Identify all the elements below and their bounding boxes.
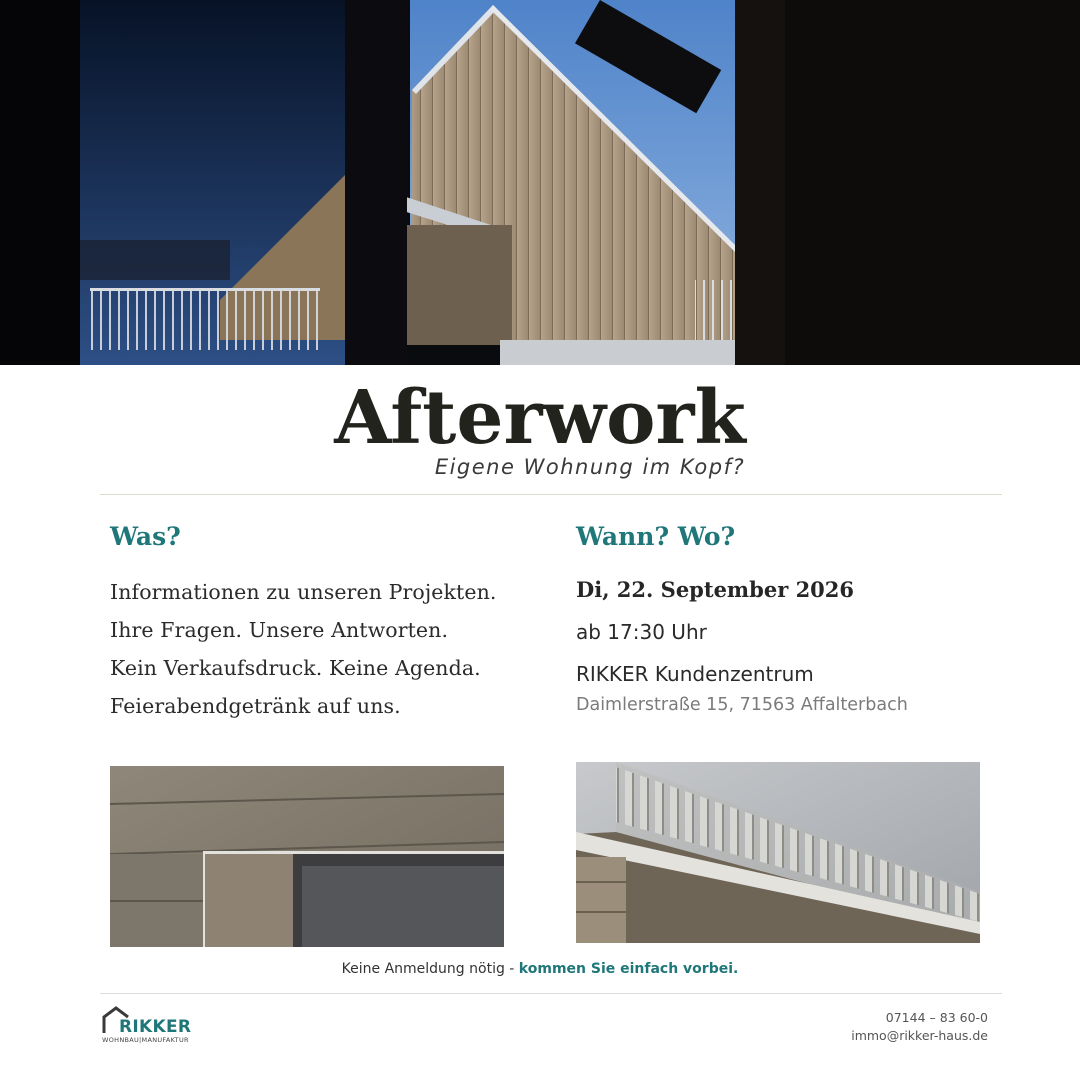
- facade-photo: [110, 766, 504, 947]
- what-heading: Was?: [110, 522, 181, 551]
- balcony-photo: [576, 762, 980, 943]
- logo-tagline: WOHNBAU|MANUFAKTUR: [102, 1036, 189, 1044]
- event-time: ab 17:30 Uhr: [576, 620, 707, 644]
- contact-email[interactable]: immo@rikker-haus.de: [851, 1028, 988, 1043]
- divider-top: [100, 494, 1002, 495]
- note-prefix: Keine Anmeldung nötig -: [341, 961, 519, 977]
- what-list: [110, 576, 497, 728]
- divider-bottom: [100, 993, 1002, 994]
- event-address: Daimlerstraße 15, 71563 Affalterbach: [576, 695, 908, 715]
- hero-photo: [0, 0, 1080, 365]
- what-item: Kein Verkaufsdruck. Keine Agenda.: [110, 656, 481, 680]
- when-where-heading: Wann? Wo?: [576, 522, 736, 551]
- registration-note: [0, 961, 1080, 977]
- company-logo: [102, 1006, 222, 1046]
- contact-block: [851, 1009, 988, 1045]
- page-title: Afterwork: [334, 375, 746, 461]
- note-highlight: kommen Sie einfach vorbei.: [518, 961, 739, 977]
- page-subtitle: Eigene Wohnung im Kopf?: [434, 455, 746, 479]
- event-date: Di, 22. September 2026: [576, 577, 855, 602]
- logo-wordmark: RIKKER: [119, 1017, 192, 1037]
- event-place: RIKKER Kundenzentrum: [576, 662, 814, 686]
- what-item: Feierabendgetränk auf uns.: [110, 694, 401, 718]
- what-item: Ihre Fragen. Unsere Antworten.: [110, 618, 449, 642]
- what-item: Informationen zu unseren Projekten.: [110, 580, 497, 604]
- contact-phone[interactable]: 07144 – 83 60-0: [885, 1010, 988, 1025]
